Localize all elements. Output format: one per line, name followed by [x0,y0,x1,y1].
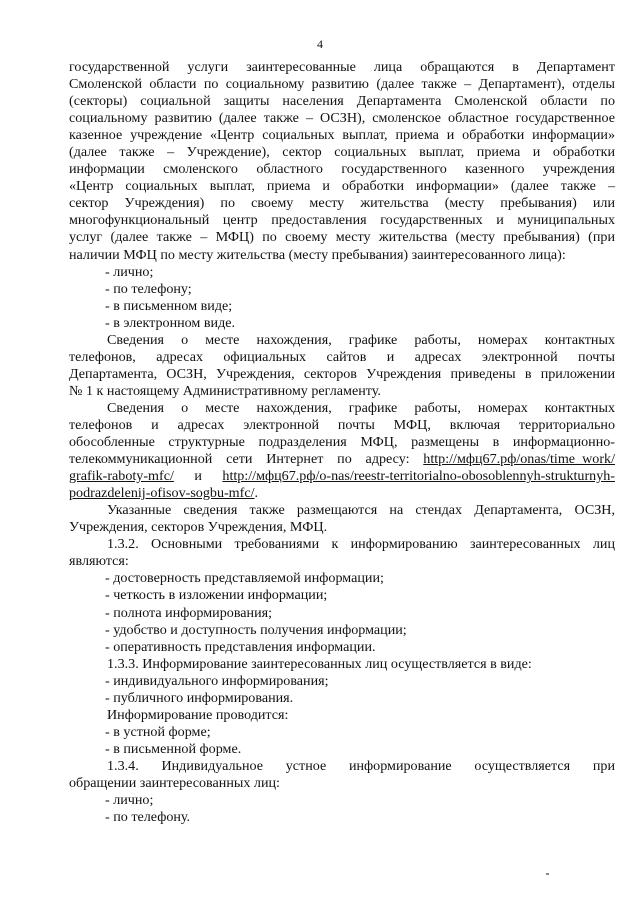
text-span: и [173,468,223,485]
text-line: (далее также – Учреждение), сектор социальных выплат, приема и обработки [69,144,615,161]
text-line: являются: [69,553,129,570]
list-item: - публичного информирования. [105,689,294,706]
text-line: «Центр социальных выплат, приема и обработки информации» (далее также – [69,178,615,195]
text-span: телекоммуникационной сети Интернет по адресу: [69,451,424,468]
text-line: Учреждения, секторов Учреждения, МФЦ. [69,519,328,536]
text-line: услуг (далее также – МФЦ) по своему месту жительства (месту пребывания) (при [69,229,615,246]
mfc-schedule-link[interactable]: grafik-raboty-mfc/ [69,468,174,485]
list-item: - в письменной форме. [105,740,242,757]
text-line: информации смоленского областного государственного казенного учреждения [69,161,615,178]
page-number: 4 [317,37,323,51]
list-item: - индивидуального информирования; [105,672,329,689]
list-item: - полнота информирования; [105,604,273,621]
list-item: - достоверность представляемой информации; [105,570,384,587]
text-line: наличии МФЦ по месту жительства (месту пребывания) заинтересованного лица): [69,246,566,263]
text-line: Сведения о месте нахождения, графике работы, номерах контактных [107,399,615,416]
text-line: 1.3.2. Основными требованиями к информированию заинтересованных лиц [107,536,615,553]
list-item: - лично; [105,792,154,809]
text-line: 1.3.3. Информирование заинтересованных лиц осуществляется в виде: [107,655,532,672]
text-line: Указанные сведения также размещаются на стендах Департамента, ОСЗН, [107,502,615,519]
scan-mark [546,873,549,875]
text-line: многофункциональный центр предоставления государственных и муниципальных [69,212,615,229]
text-line [69,468,615,485]
text-line: казенное учреждение «Центр социальных выплат, приема и обработки информации» [69,127,615,144]
text-line: государственной услуги заинтересованные лица обращаются в Департамент [69,59,615,75]
list-item: - четкость в изложении информации; [105,587,328,604]
list-item: - по телефону; [105,280,192,297]
list-item: - в электронном виде. [105,314,236,331]
text-line: Смоленской области по социальному развитию (далее также – Департамент), отделы [69,76,615,93]
list-item: - удобство и доступность получения информации; [105,621,407,638]
document-body [69,59,615,826]
text-line: Информирование проводится: [107,706,289,723]
text-line: Сведения о месте нахождения, графике работы, номерах контактных [107,331,615,348]
text-line: обращении заинтересованных лиц: [69,774,280,791]
text-line: № 1 к настоящему Административному регламенту. [69,382,381,399]
text-line: (секторы) социальной защиты населения Департамента Смоленской области по [69,93,615,110]
list-item: - в устной форме; [105,723,211,740]
text-span: . [254,485,259,502]
mfc-registry-link[interactable]: podrazdelenij-ofisov-sogbu-mfc/ [69,485,255,502]
text-line [69,485,615,502]
text-line: телефонов, адресах официальных сайтов и адресах электронной почты [69,348,615,365]
list-item: - лично; [105,263,154,280]
text-line: сектор Учреждения) по своему месту жительства (месту пребывания) или [69,195,615,212]
text-line: Департамента, ОСЗН, Учреждения, секторов Учреждения приведены в приложении [69,365,615,382]
text-line: телефонов и адресах электронной почты МФЦ, включая территориально [69,416,615,433]
mfc-schedule-link[interactable]: http://мфц67.рф/onas/time_work/ [423,451,615,468]
list-item: - в письменном виде; [105,297,233,314]
list-item: - оперативность представления информации. [105,638,376,655]
mfc-registry-link[interactable]: http://мфц67.рф/o-nas/reestr-territorialno-obosoblennyh-strukturnyh- [222,468,615,485]
text-line [69,451,615,468]
list-item: - по телефону. [105,809,191,826]
text-line: обособленные структурные подразделения МФЦ, размещены в информационно- [69,434,615,451]
text-line: 1.3.4. Индивидуальное устное информирование осуществляется при [107,757,615,774]
text-line: социальному развитию (далее также – ОСЗН), смоленское областное государственное [69,110,615,127]
